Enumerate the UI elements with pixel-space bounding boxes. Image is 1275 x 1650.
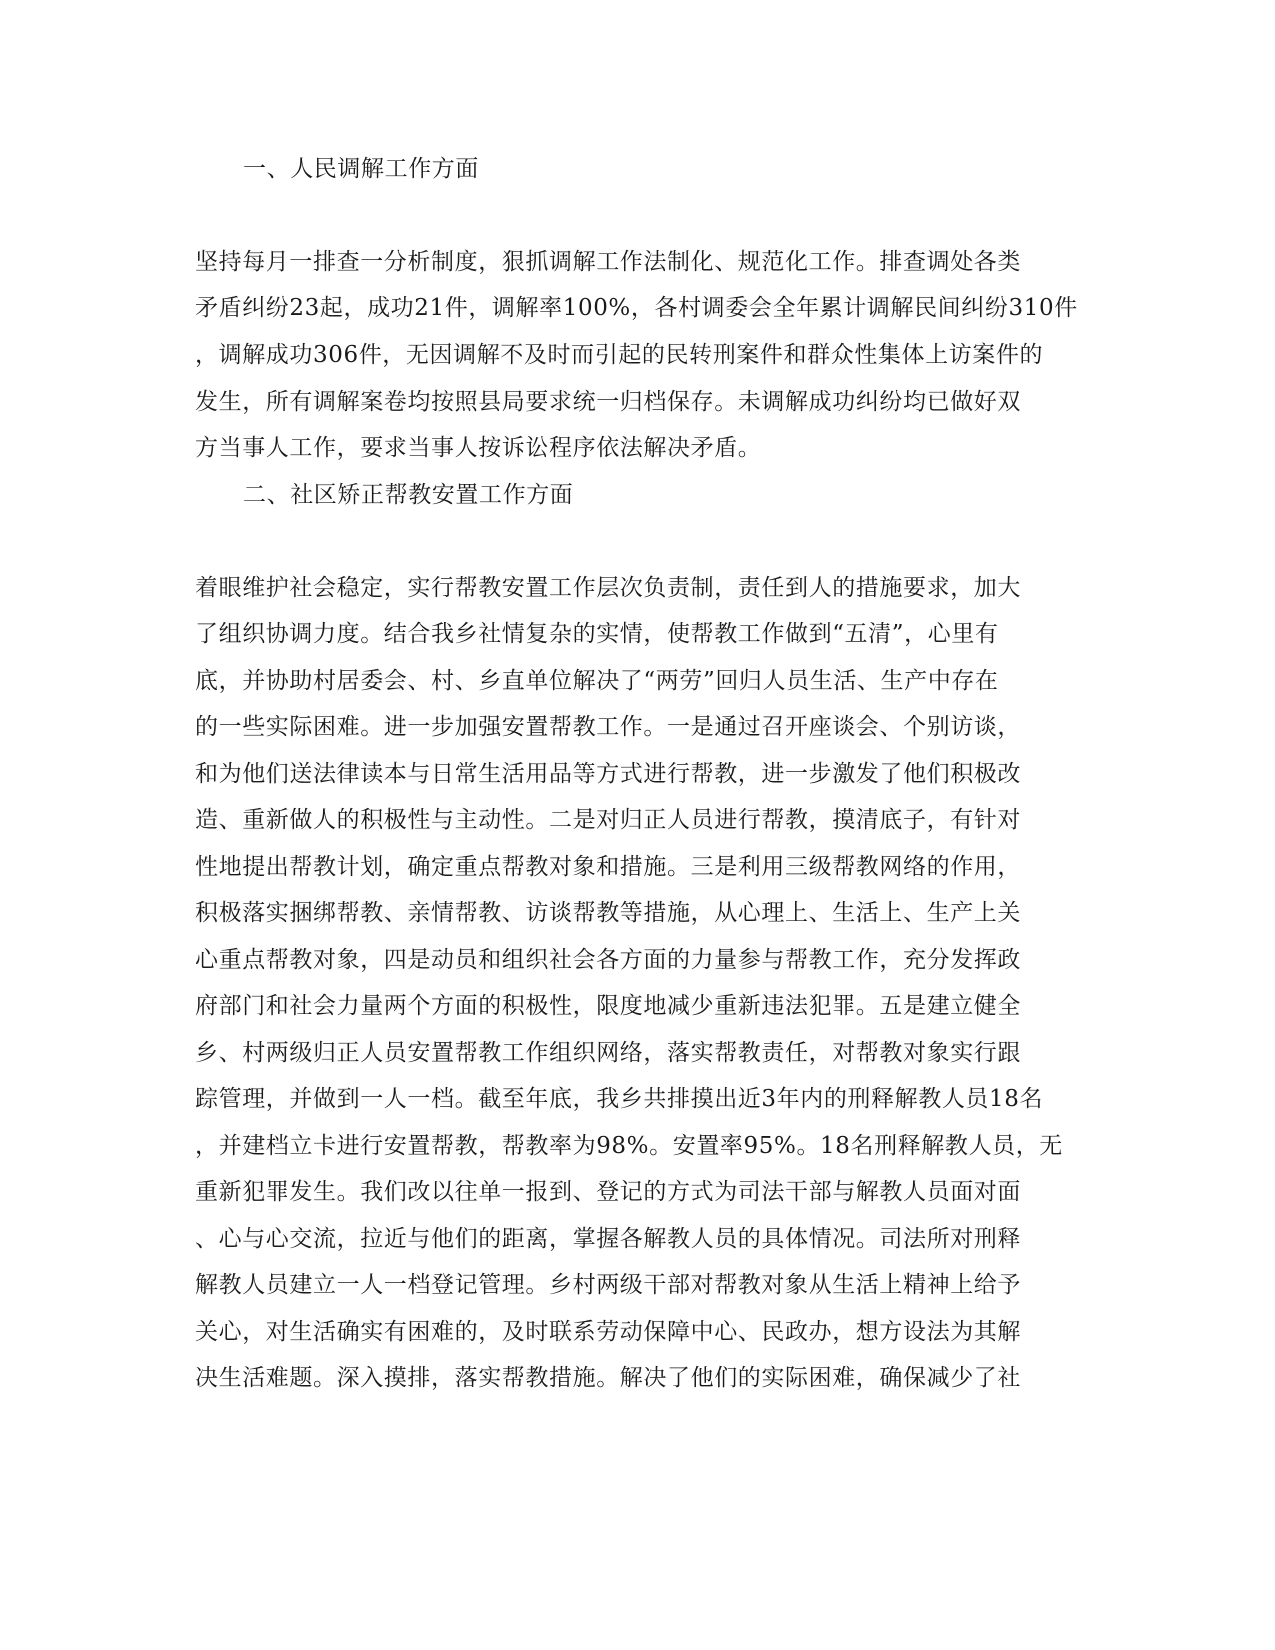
section-2-line-12: 踪管理，并做到一人一档。截至年底，我乡共排摸出近3年内的刑释解教人员18名 bbox=[195, 1086, 1044, 1112]
section-1-heading: 一、人民调解工作方面 bbox=[243, 156, 479, 182]
section-1-line-3: ，调解成功306件，无因调解不及时而引起的民转刑案件和群众性集体上访案件的 bbox=[195, 342, 1044, 368]
section-2-line-8: 积极落实捆绑帮教、亲情帮教、访谈帮教等措施，从心理上、生活上、生产上关 bbox=[195, 900, 1021, 926]
section-1-line-2: 矛盾纠纷23起，成功21件，调解率100%，各村调委会全年累计调解民间纠纷310件 bbox=[195, 295, 1078, 321]
section-2-line-2: 了组织协调力度。结合我乡社情复杂的实情，使帮教工作做到“五清”，心里有 bbox=[195, 621, 999, 647]
section-2-line-5: 和为他们送法律读本与日常生活用品等方式进行帮教，进一步激发了他们积极改 bbox=[195, 761, 1021, 787]
section-2-line-6: 造、重新做人的积极性与主动性。二是对归正人员进行帮教，摸清底子，有针对 bbox=[195, 807, 1021, 833]
section-1-line-1: 坚持每月一排查一分析制度，狠抓调解工作法制化、规范化工作。排查调处各类 bbox=[195, 249, 1021, 275]
section-2-line-4: 的一些实际困难。进一步加强安置帮教工作。一是通过召开座谈会、个别访谈， bbox=[195, 714, 1021, 740]
section-2-line-15: 、心与心交流，拉近与他们的距离，掌握各解教人员的具体情况。司法所对刑释 bbox=[195, 1226, 1021, 1252]
section-2-line-10: 府部门和社会力量两个方面的积极性，限度地减少重新违法犯罪。五是建立健全 bbox=[195, 993, 1021, 1019]
section-2-line-14: 重新犯罪发生。我们改以往单一报到、登记的方式为司法干部与解教人员面对面 bbox=[195, 1179, 1021, 1205]
section-2-line-9: 心重点帮教对象，四是动员和组织社会各方面的力量参与帮教工作，充分发挥政 bbox=[195, 947, 1021, 973]
section-2-line-13: ，并建档立卡进行安置帮教，帮教率为98%。安置率95%。18名刑释解教人员，无 bbox=[195, 1133, 1063, 1159]
section-2-line-11: 乡、村两级归正人员安置帮教工作组织网络，落实帮教责任，对帮教对象实行跟 bbox=[195, 1040, 1021, 1066]
section-2-line-1: 着眼维护社会稳定，实行帮教安置工作层次负责制，责任到人的措施要求，加大 bbox=[195, 575, 1021, 601]
section-1-line-4: 发生，所有调解案卷均按照县局要求统一归档保存。未调解成功纠纷均已做好双 bbox=[195, 389, 1021, 415]
section-2-heading: 二、社区矫正帮教安置工作方面 bbox=[243, 482, 574, 508]
section-2-line-16: 解教人员建立一人一档登记管理。乡村两级干部对帮教对象从生活上精神上给予 bbox=[195, 1272, 1021, 1298]
section-2-line-18: 决生活难题。深入摸排，落实帮教措施。解决了他们的实际困难，确保减少了社 bbox=[195, 1365, 1021, 1391]
section-2-line-17: 关心，对生活确实有困难的，及时联系劳动保障中心、民政办，想方设法为其解 bbox=[195, 1319, 1021, 1345]
section-2-line-7: 性地提出帮教计划，确定重点帮教对象和措施。三是利用三级帮教网络的作用， bbox=[195, 854, 1021, 880]
section-2-line-3: 底，并协助村居委会、村、乡直单位解决了“两劳”回归人员生活、生产中存在 bbox=[195, 668, 999, 694]
section-1-line-5: 方当事人工作，要求当事人按诉讼程序依法解决矛盾。 bbox=[195, 435, 762, 461]
